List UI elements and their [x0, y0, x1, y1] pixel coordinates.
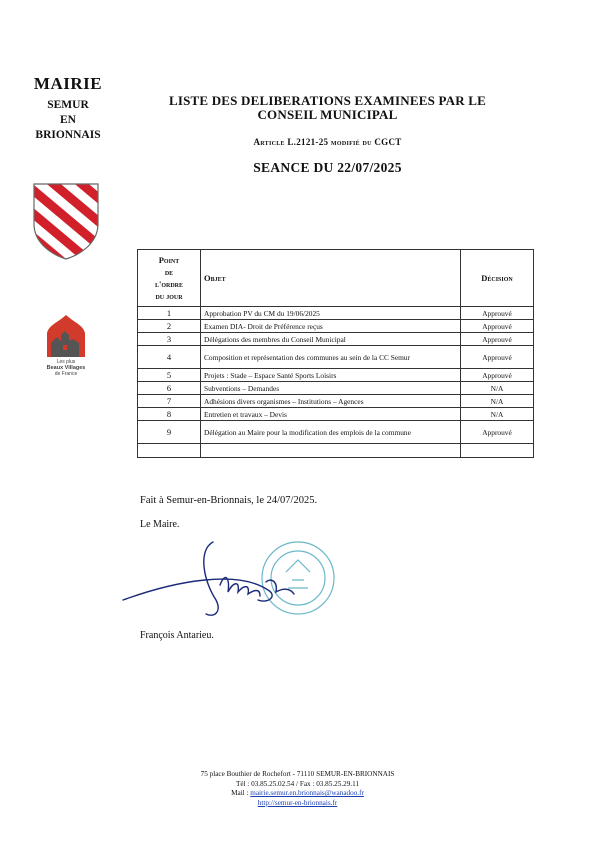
row-number: 8 — [138, 408, 201, 421]
footer-website-link[interactable]: http://semur-en-brionnais.fr — [257, 798, 338, 807]
title-line-1: LISTE DES DELIBERATIONS EXAMINEES PAR LE — [168, 93, 487, 108]
table-row — [138, 395, 534, 408]
empty-cell — [461, 444, 534, 458]
table-row — [138, 320, 534, 333]
row-number: 7 — [138, 395, 201, 408]
signature-stamp-icon — [118, 530, 343, 625]
row-decision: Approuvé — [461, 307, 534, 320]
row-decision: N/A — [461, 382, 534, 395]
table-row — [138, 369, 534, 382]
row-decision: Approuvé — [461, 320, 534, 333]
table-row — [138, 382, 534, 395]
row-decision: N/A — [461, 395, 534, 408]
row-objet: Approbation PV du CM du 19/06/2025 — [201, 307, 461, 320]
footer-website-line — [110, 799, 485, 809]
coat-of-arms-icon — [32, 182, 100, 260]
footer-mail-line — [110, 789, 485, 799]
maire-nom: François Antarieu. — [140, 630, 214, 641]
footer-mail-label: Mail : — [231, 789, 249, 797]
mairie-heading: MAIRIE — [33, 74, 103, 93]
footer-mail-link[interactable]: mairie.semur.en.brionnais@wanadoo.fr — [250, 789, 364, 797]
table-row — [138, 333, 534, 346]
commune-name — [20, 98, 116, 143]
header-objet: Objet — [201, 250, 461, 307]
row-decision: N/A — [461, 408, 534, 421]
fait-a: Fait à Semur-en-Brionnais, le 24/07/2025. — [140, 495, 318, 506]
row-decision: Approuvé — [461, 421, 534, 444]
seance-date: SEANCE DU 22/07/2025 — [253, 160, 402, 175]
row-number: 3 — [138, 333, 201, 346]
row-number: 1 — [138, 307, 201, 320]
header-decision: Décision — [461, 250, 534, 307]
header-point-line-1: Point — [158, 255, 180, 265]
logo-line-1: Les plus — [56, 359, 76, 365]
commune-line-2: EN — [60, 114, 76, 126]
commune-line-3: BRIONNAIS — [35, 129, 101, 141]
document-title — [140, 94, 515, 122]
header-point-line-4: du jour — [155, 291, 183, 301]
footer-phone: Tél : 03.85.25.02.54 / Fax : 03.85.25.29.11 — [235, 779, 360, 788]
beaux-villages-logo — [33, 313, 99, 375]
row-objet: Subventions – Demandes — [201, 382, 461, 395]
row-objet: Délégations des membres du Conseil Municipal — [201, 333, 461, 346]
row-decision: Approuvé — [461, 369, 534, 382]
table-row — [138, 408, 534, 421]
row-objet: Projets : Stade – Espace Santé Sports Loisirs — [201, 369, 461, 382]
table-row-empty — [138, 444, 534, 458]
article-reference: Article L.2121-25 modifié du CGCT — [253, 137, 402, 147]
table-row — [138, 421, 534, 444]
row-objet: Examen DIA- Droit de Préférence reçus — [201, 320, 461, 333]
village-logo-icon — [33, 313, 99, 359]
row-objet: Composition et représentation des communes au sein de la CC Semur — [201, 346, 461, 369]
table-header-row — [138, 250, 534, 307]
logo-line-3: de France — [54, 371, 78, 377]
empty-cell — [138, 444, 201, 458]
row-number: 2 — [138, 320, 201, 333]
row-objet: Adhésions divers organismes – Institutions – Agences — [201, 395, 461, 408]
row-decision: Approuvé — [461, 333, 534, 346]
header-point-line-2: de — [164, 267, 174, 277]
row-number: 5 — [138, 369, 201, 382]
header-point — [138, 250, 201, 307]
row-decision: Approuvé — [461, 346, 534, 369]
le-maire: Le Maire. — [140, 519, 180, 530]
commune-line-1: SEMUR — [47, 99, 89, 111]
table-row — [138, 307, 534, 320]
footer — [110, 770, 485, 808]
logo-line-2: Beaux Villages — [46, 365, 86, 371]
header-point-line-3: l'ordre — [154, 279, 184, 289]
footer-address: 75 place Bouthier de Rochefort - 71110 SEMUR-EN-BRIONNAIS — [200, 770, 395, 778]
row-number: 6 — [138, 382, 201, 395]
deliberations-table — [137, 249, 534, 458]
row-number: 9 — [138, 421, 201, 444]
row-number: 4 — [138, 346, 201, 369]
empty-cell — [201, 444, 461, 458]
table-row — [138, 346, 534, 369]
title-line-2: CONSEIL MUNICIPAL — [257, 107, 398, 122]
row-objet: Entretien et travaux – Devis — [201, 408, 461, 421]
row-objet: Délégation au Maire pour la modification des emplois de la commune — [201, 421, 461, 444]
